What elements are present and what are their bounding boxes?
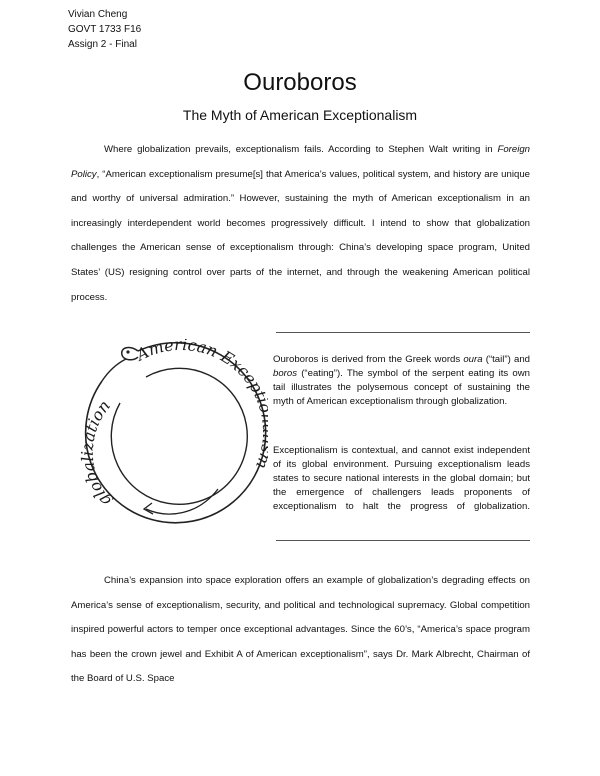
sidebar-paragraph-2 xyxy=(273,444,530,514)
sidebar-top-rule xyxy=(276,332,530,333)
sidebar-p1-text-b: (“tail”) and xyxy=(482,354,530,365)
arrowhead-icon xyxy=(144,503,153,514)
sidebar-bottom-rule xyxy=(276,540,530,541)
sidebar-p1-text-a: Ouroboros is derived from the Greek words xyxy=(273,354,464,365)
sidebar-p1-text-c: (“eating”). The symbol of the serpent eating its own tail illustrates the polysemous concept of sustaining the myth of American exceptionalism through globalization. xyxy=(273,368,530,407)
sidebar-p2-text: Exceptionalism is contextual, and cannot exist independent of its global environment. Pursuing exceptionalism leads states to secure national interests in the global domain; but the emergence of challengers leads proponents of exceptionalism to halt the progress of globalization. xyxy=(273,445,530,512)
intro-italic-source: Foreign Policy xyxy=(71,144,530,180)
intro-paragraph xyxy=(71,138,530,310)
intro-text-start: Where globalization prevails, exceptionalism fails. According to Stephen Walt writing in xyxy=(104,144,498,155)
sidebar-paragraph-1 xyxy=(273,353,530,409)
course-code: GOVT 1733 F16 xyxy=(68,24,142,35)
globalization-label: globalization xyxy=(77,396,116,511)
document-header xyxy=(68,7,141,52)
serpent-inner-edge xyxy=(111,368,247,504)
greek-word-boros: boros xyxy=(273,368,297,379)
document-subtitle: The Myth of American Exceptionalism xyxy=(182,107,418,123)
body-paragraph-space xyxy=(71,569,530,692)
serpent-tail xyxy=(102,359,126,381)
greek-word-oura: oura xyxy=(463,354,483,365)
document-title: Ouroboros xyxy=(243,69,357,96)
ouroboros-figure xyxy=(68,339,268,539)
assignment-label: Assign 2 - Final xyxy=(68,39,137,50)
american-exceptionalism-label: American Excep xyxy=(133,339,267,397)
author-name: Vivian Cheng xyxy=(68,9,128,20)
intro-text-end: , “American exceptionalism presume[s] that America’s values, political system, and history are unique and worthy of universal admiration.” However, sustaining the myth of American exceptionalism in an increasingly interdependent world becomes progressively difficult. I intend to show that globalization challenges the American sense of exceptionalism through: China’s developing space program, United States’ (US) resigning control over parts of the internet, and through the weakening American political process. xyxy=(71,168,530,303)
serpent-eye xyxy=(126,350,129,353)
body-paragraph-text: China’s expansion into space exploration offers an example of globalization’s degrading effects on America’s sense of exceptionalism, security, and political and technological supremacy. Global competition inspired powerful actors to temper once exceptional advantages. Since the 60’s, “America’s space program has been the crown jewel and Exhibit A of American exceptionalism”, says Dr. Mark Albrecht, Chairman of the Board of U.S. Space xyxy=(71,575,530,685)
direction-arrow-line xyxy=(146,489,218,514)
ouroboros-drawing xyxy=(68,339,268,539)
